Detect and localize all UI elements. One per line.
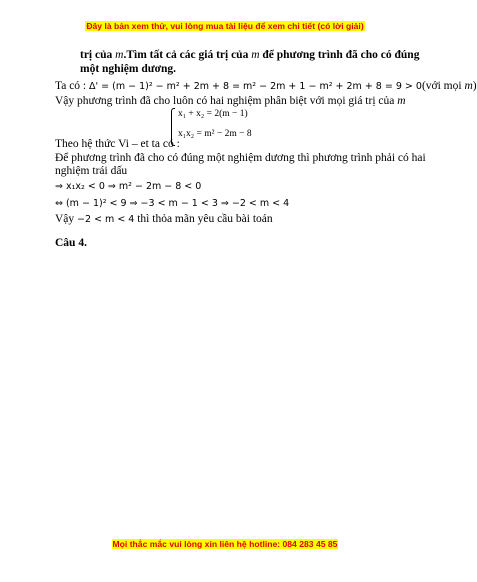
step-solve-inequality: ⇔ (m − 1)² < 9 ⇒ −3 < m − 1 < 3 ⇒ −2 < m < 4 — [55, 198, 290, 209]
next-question-label: Câu 4. — [55, 237, 87, 249]
preview-notice-text: Đây là bản xem thử, vui lòng mua tài liệu để xem chi tiết (có lời giải) — [86, 21, 364, 31]
problem-text: trị của — [80, 49, 116, 61]
hotline-text: Mọi thắc mắc vui lòng xin liên hệ hotline: 084 283 45 85 — [112, 539, 338, 549]
preview-notice-banner — [0, 20, 450, 32]
vieta-system — [171, 106, 281, 146]
problem-statement-line-1 — [80, 48, 419, 62]
condition-line-1: Để phương trình đã cho có đúng một nghiệm dương thì phương trình phải có hai — [55, 152, 426, 164]
step-product-negative: ⇒ x₁x₂ < 0 ⇒ m² − 2m − 8 < 0 — [55, 181, 202, 192]
condition-line-2: nghiệm trái dấu — [55, 165, 128, 177]
delta-note-end: ) — [472, 80, 477, 92]
hotline-banner — [0, 538, 450, 550]
problem-text: để phương trình đã cho có đúng — [259, 49, 420, 61]
delta-note: (với mọi — [421, 80, 465, 92]
final-text: thì thỏa mãn yêu cầu bài toán — [134, 213, 273, 225]
variable-m: m — [464, 80, 473, 92]
final-text: Vậy — [55, 213, 78, 225]
ta-co-label: Ta có : — [55, 80, 90, 92]
problem-text: .Tìm tất cả các giá trị của — [123, 49, 252, 61]
final-inequality: −2 < m < 4 — [77, 214, 135, 225]
vieta-product: x₁x₂ = m² − 2m − 8 — [178, 129, 252, 139]
variable-m: m — [115, 49, 124, 61]
delta-formula: Δ' = (m − 1)² − m² + 2m + 8 = m² − 2m + 1 − m² + 2m + 8 = 9 > 0 — [89, 81, 422, 92]
final-answer — [55, 212, 273, 227]
conclusion-text: Vậy phương trình đã cho luôn có hai nghiệm phân biệt với mọi giá trị của — [55, 95, 398, 107]
vieta-label: Theo hệ thức Vi – et ta có : — [55, 138, 180, 150]
variable-m: m — [397, 95, 406, 107]
delta-line — [55, 79, 477, 94]
vieta-sum: x₁ + x₂ = 2(m − 1) — [178, 109, 248, 119]
problem-statement-line-2: một nghiệm dương. — [80, 63, 177, 75]
variable-m: m — [251, 49, 260, 61]
